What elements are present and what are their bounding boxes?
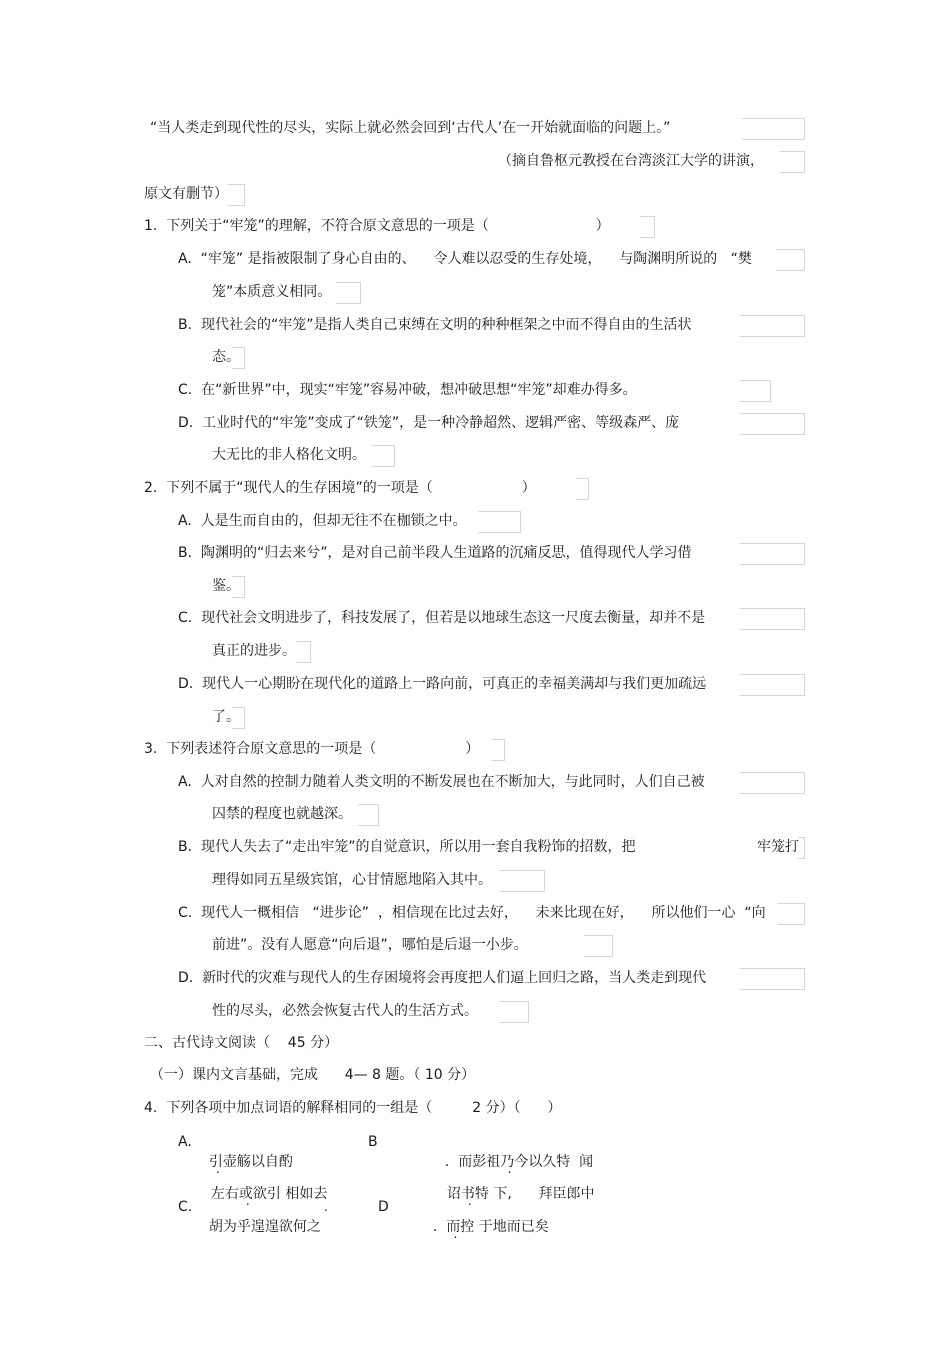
emphasis-dot: .	[324, 1200, 328, 1214]
text-frame	[740, 968, 805, 990]
text-frame	[478, 511, 521, 533]
text-frame	[584, 935, 613, 957]
question-2-option-d: D. 现代人一心期盼在现代化的道路上一路向前，可真正的幸福美满却与我们更加疏远	[178, 676, 707, 692]
question-4-stem: 4. 下列各项中加点词语的解释相同的一组是（ 2 分）（ ）	[144, 1100, 562, 1116]
text-frame	[576, 478, 589, 500]
question-3-option-a-cont: 囚禁的程度也就越深。	[212, 806, 352, 822]
question-2-option-c-cont: 真正的进步。	[212, 643, 296, 659]
question-4-option-c-label: C.	[178, 1199, 193, 1215]
option-text: 闻	[579, 1154, 594, 1170]
question-1-stem: 1. 下列关于“牢笼”的理解，不符合原文意思的一项是（ ）	[144, 218, 610, 234]
question-1-option-a-cont: 笼”本质意义相同。	[212, 284, 332, 300]
text-frame	[780, 151, 805, 173]
option-text: 胡为乎遑遑欲何之	[208, 1219, 321, 1235]
dotted-word: . 而控 .	[433, 1219, 474, 1235]
question-1-option-a: A. “牢笼” 是指被限制了身心自由的、 令人难以忍受的生存处境， 与陶渊明所说的 “樊	[178, 251, 752, 267]
text-frame	[740, 315, 805, 337]
section-heading: 二、古代诗文阅读（ 45 分）	[144, 1035, 339, 1051]
question-3-option-b-right: 牢笼打	[757, 839, 799, 855]
question-1-option-b: B. 现代社会的“牢笼”是指人类自己束缚在文明的种种框架之中而不得自由的生活状	[178, 317, 692, 333]
source-line-2: 原文有删节）	[144, 186, 228, 202]
question-2-stem: 2. 下列不属于“现代人的生存困境”的一项是（ ）	[144, 480, 536, 496]
text-frame	[500, 1001, 529, 1023]
text-frame	[740, 380, 771, 402]
source-line-1: （摘自鲁枢元教授在台湾淡江大学的讲演，	[498, 153, 764, 169]
dotted-word: 引	[208, 1154, 223, 1170]
question-4-option-d-label: D	[378, 1199, 389, 1215]
question-4-option-a-label: A.	[178, 1134, 192, 1150]
question-4-option-c-line	[200, 1197, 321, 1237]
text-frame	[740, 543, 805, 565]
text-frame	[500, 870, 545, 892]
question-4-option-d-line	[424, 1197, 549, 1237]
question-2-option-b: B. 陶渊明的“归去来兮”，是对自己前半段人生道路的沉痛反思，值得现代人学习借	[178, 545, 692, 561]
text-frame	[336, 282, 361, 304]
text-frame	[798, 837, 805, 859]
question-2-option-d-cont: 了。	[212, 709, 240, 725]
quote-line: “当人类走到现代性的尽头，实际上就必然会回到‘古代人’在一开始就面临的问题上。”	[150, 120, 671, 136]
text-frame	[740, 608, 805, 630]
text-frame	[740, 772, 805, 794]
question-3-option-c: C. 现代人一概相信 “进步论” ，相信现在比过去好， 未来比现在好， 所以他们一心 “向	[178, 905, 766, 921]
option-text: 于地而已矣	[478, 1219, 549, 1235]
text-frame	[640, 216, 655, 238]
question-3-option-b: B. 现代人失去了“走出牢笼”的自觉意识，所以用一套自我粉饰的招数，把	[178, 839, 636, 855]
question-1-option-d-cont: 大无比的非人格化文明。	[212, 447, 366, 463]
text-frame	[358, 804, 379, 826]
question-3-option-d: D. 新时代的灾难与现代人的生存困境将会再度把人们逼上回归之路，当人类走到现代	[178, 970, 707, 986]
question-3-option-d-cont: 性的尽头，必然会恢复古代人的生活方式。	[212, 1003, 478, 1019]
text-frame	[778, 903, 805, 925]
option-text: 相如去	[285, 1186, 328, 1202]
text-frame	[296, 641, 311, 663]
option-text: . 而彭祖乃今以久特 .	[445, 1154, 570, 1170]
dotted-word: 左右或欲引 .	[211, 1186, 281, 1202]
question-2-option-c: C. 现代社会文明进步了，科技发展了，但若是以地球生态这一尺度去衡量，却并不是	[178, 610, 706, 626]
question-2-option-a: A. 人是生而自由的，但却无往不在枷锁之中。	[178, 513, 467, 529]
question-2-option-b-cont: 鉴。	[212, 578, 240, 594]
subsection-heading: （一）课内文言基础，完成 4— 8 题。（ 10 分）	[150, 1067, 476, 1083]
question-3-stem: 3. 下列表述符合原文意思的一项是（ ）	[144, 741, 480, 757]
option-text: 下, 拜臣郎中	[493, 1186, 595, 1202]
text-frame	[228, 184, 245, 206]
text-frame	[776, 249, 805, 271]
question-4-option-b-label: B	[368, 1134, 378, 1150]
text-frame	[740, 413, 805, 435]
question-3-option-a: A. 人对自然的控制力随着人类文明的不断发展也在不断加大，与此同时，人们自己被	[178, 774, 705, 790]
question-1-option-d: D. 工业时代的“牢笼”变成了“铁笼”，是一种冷静超然、逻辑严密、等级森严、庞	[178, 415, 680, 431]
question-1-option-c: C. 在“新世界”中，现实“牢笼”容易冲破，想冲破思想“牢笼”却难办得多。	[178, 382, 637, 398]
question-3-option-c-cont: 前进”。没有人愿意“向后退”，哪怕是后退一小步。	[212, 937, 528, 953]
option-text: 壶觞以自酌	[222, 1154, 293, 1170]
question-3-option-b-cont: 理得如同五星级宾馆，心甘情愿地陷入其中。	[212, 872, 492, 888]
text-frame	[492, 739, 505, 761]
question-1-option-b-cont: 态。	[212, 349, 240, 365]
dotted-word: 诏书特	[446, 1186, 489, 1202]
text-frame	[740, 674, 805, 696]
text-frame	[372, 445, 395, 467]
text-frame	[742, 118, 805, 140]
